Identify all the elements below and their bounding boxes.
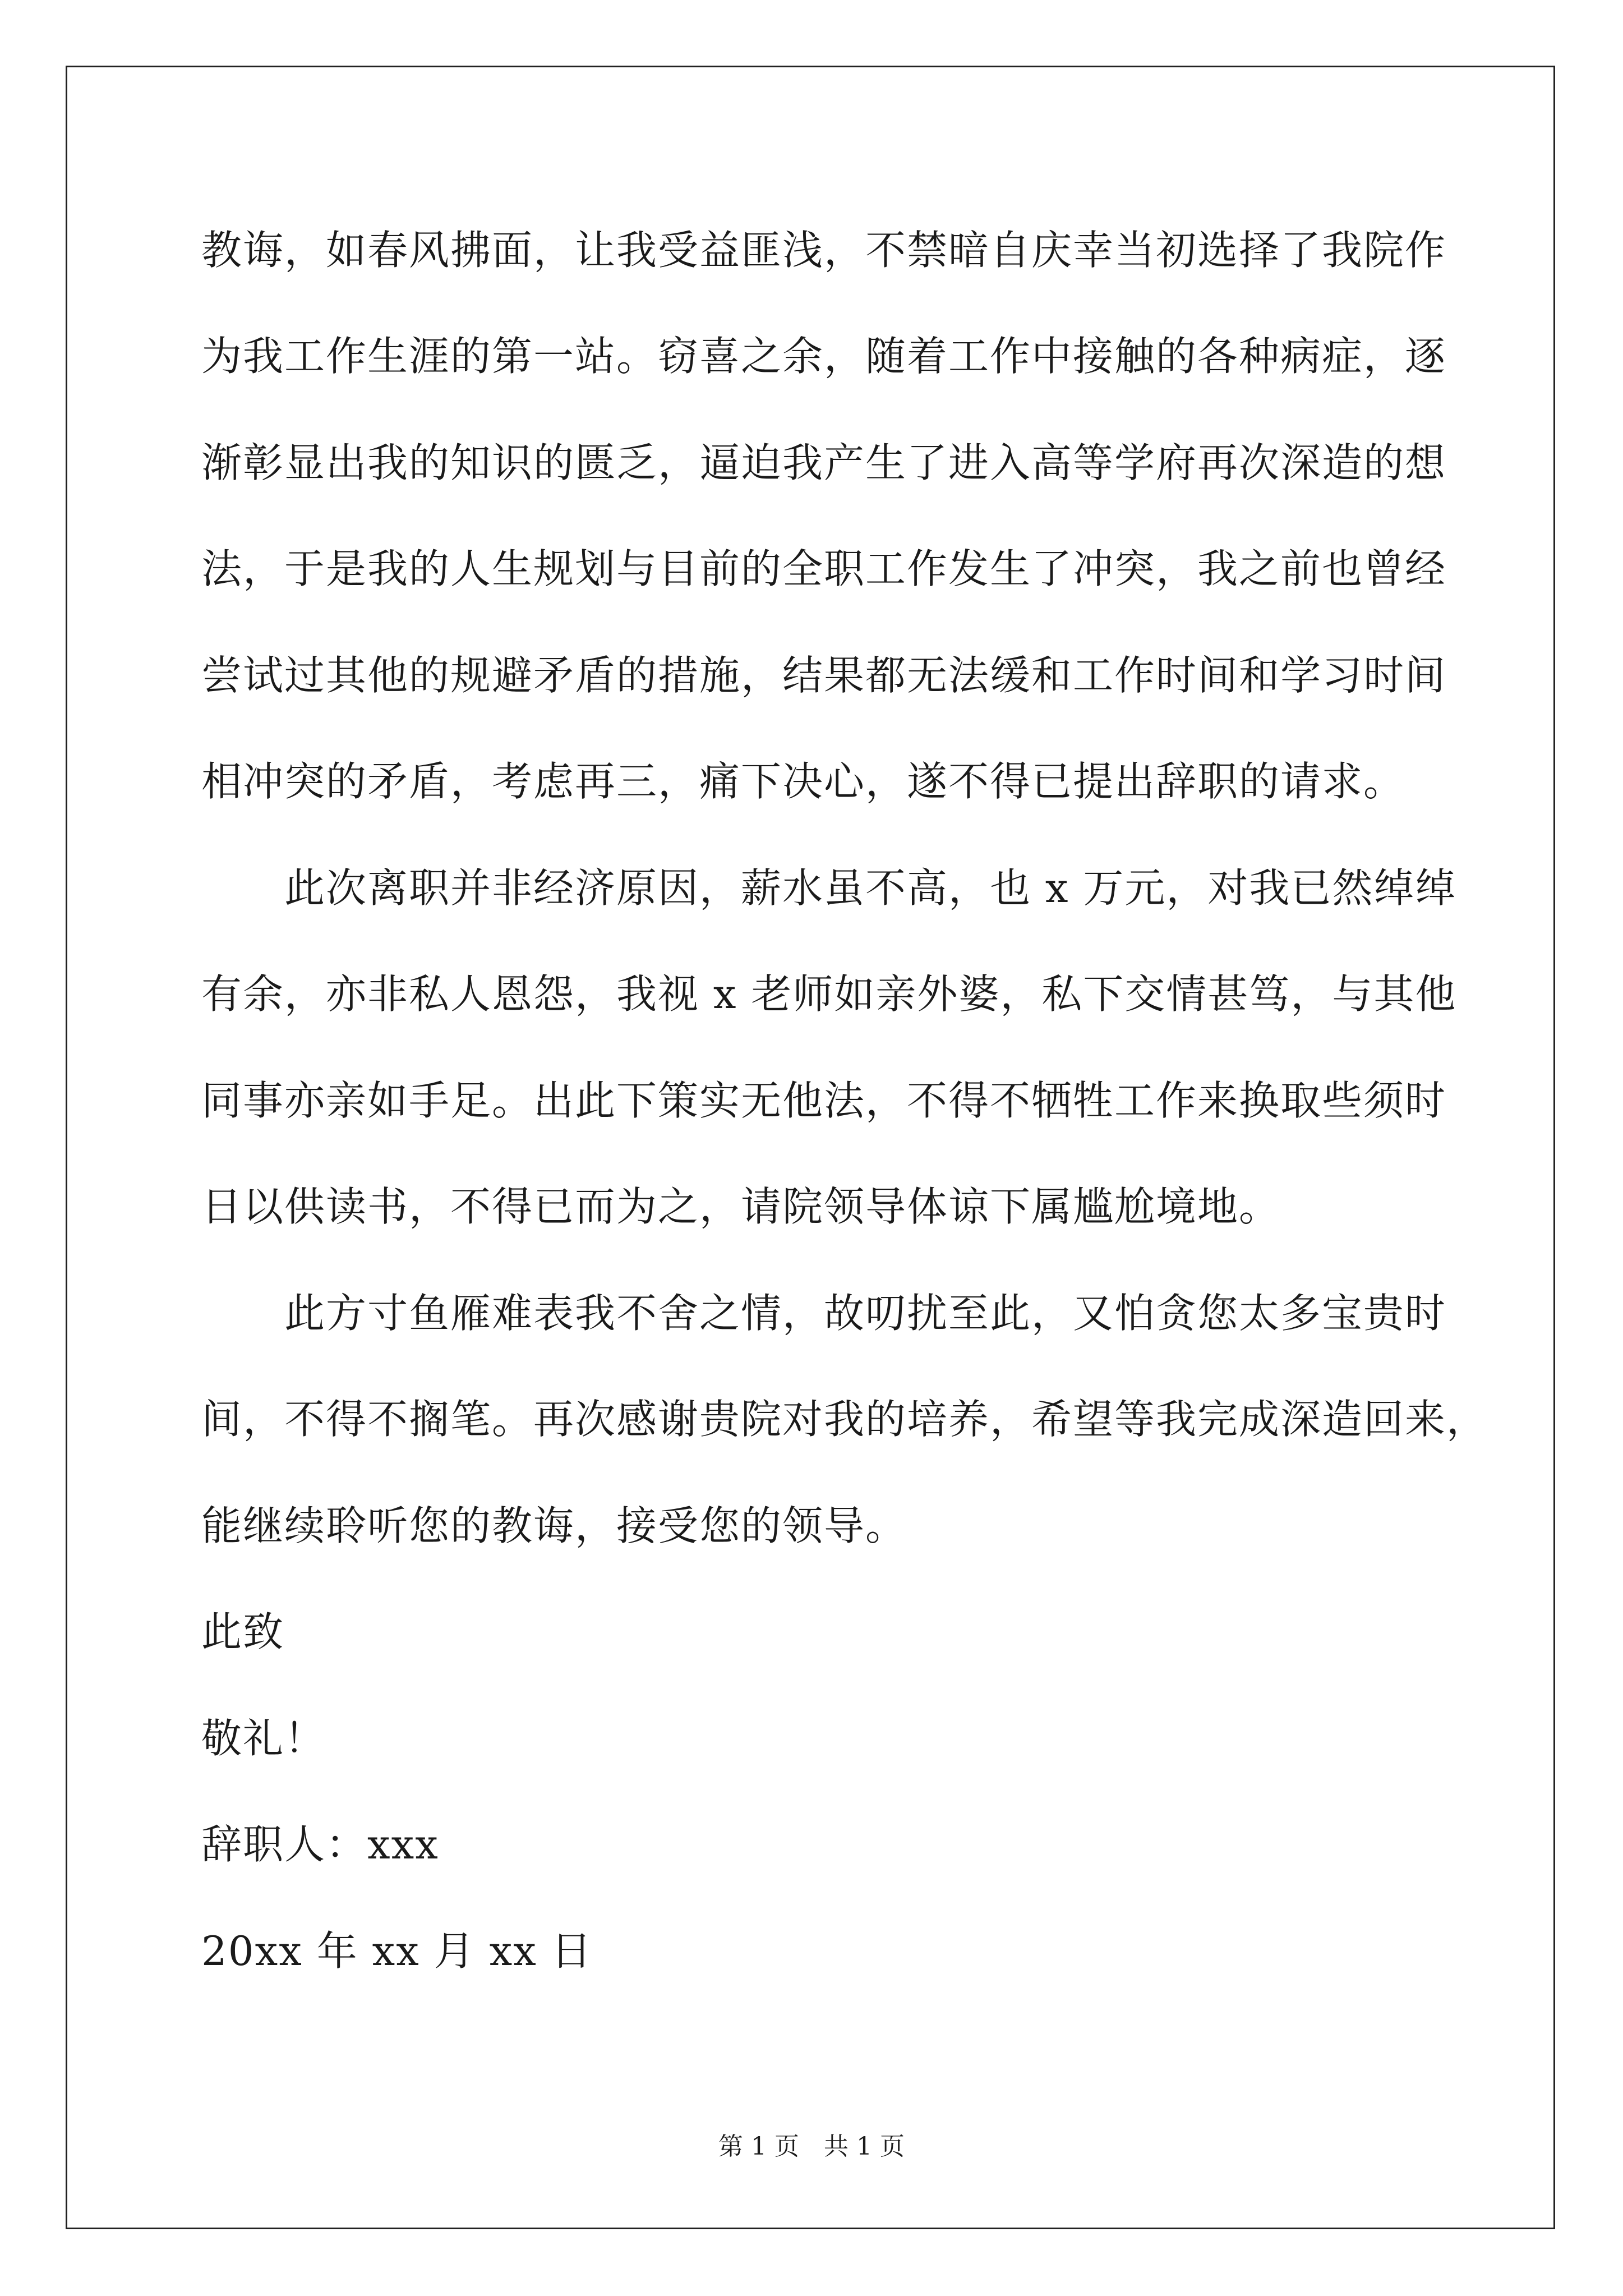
signature-line: 辞职人：xxx xyxy=(201,1821,439,1868)
text-line: 为我工作生涯的第一站。窃喜之余，随着工作中接触的各种病症，逐 xyxy=(201,333,1447,380)
page-frame xyxy=(66,66,1555,2229)
text-line: 渐彰显出我的知识的匮乏，逼迫我产生了进入高等学府再次深造的想 xyxy=(201,439,1447,486)
text-line: 能继续聆听您的教诲，接受您的领导。 xyxy=(201,1502,907,1549)
text-line: 此方寸鱼雁难表我不舍之情，故叨扰至此，又怕贪您太多宝贵时 xyxy=(201,1290,1447,1337)
text-line: 日以供读书，不得已而为之，请院领导体谅下属尴尬境地。 xyxy=(201,1183,1281,1230)
text-line: 间，不得不搁笔。再次感谢贵院对我的培养，希望等我完成深造回来， xyxy=(201,1396,1488,1443)
text-line: 尝试过其他的规避矛盾的措施，结果都无法缓和工作时间和学习时间 xyxy=(201,652,1447,699)
text-line: 教诲，如春风拂面，让我受益匪浅，不禁暗自庆幸当初选择了我院作 xyxy=(201,227,1447,274)
text-line: 有余，亦非私人恩怨，我视 x 老师如亲外婆，私下交情甚笃，与其他 xyxy=(201,970,1457,1018)
page-number-footer: 第 1 页 共 1 页 xyxy=(718,2132,905,2161)
closing-regards: 敬礼！ xyxy=(201,1715,326,1762)
date-line: 20xx 年 xx 月 xx 日 xyxy=(201,1927,593,1975)
text-line: 此次离职并非经济原因，薪水虽不高，也 x 万元，对我已然绰绰 xyxy=(201,864,1457,912)
text-line: 相冲突的矛盾，考虑再三，痛下决心，遂不得已提出辞职的请求。 xyxy=(201,758,1405,805)
closing-salutation: 此致 xyxy=(201,1608,285,1655)
text-line: 同事亦亲如手足。出此下策实无他法，不得不牺牲工作来换取些须时 xyxy=(201,1077,1447,1124)
text-line: 法，于是我的人生规划与目前的全职工作发生了冲突，我之前也曾经 xyxy=(201,545,1447,592)
